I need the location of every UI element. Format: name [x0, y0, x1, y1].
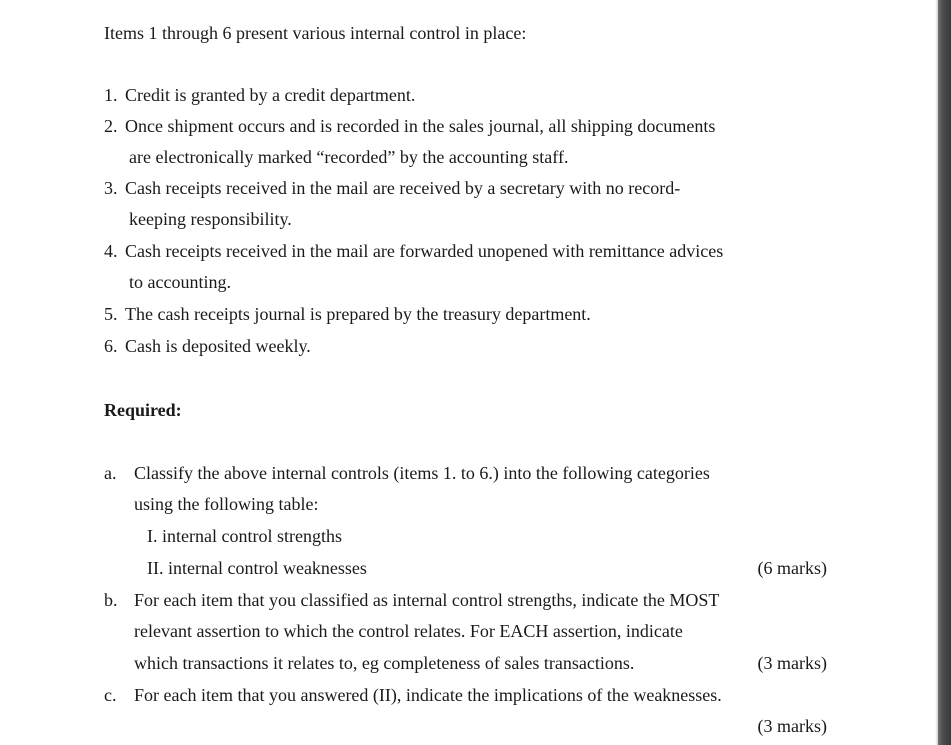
item-text: Once shipment occurs and is recorded in the sales journal, all shipping documents: [125, 116, 716, 136]
page-edge: [938, 0, 951, 745]
part-b-text-continued: which transactions it relates to, eg completeness of sales transactions.: [134, 653, 635, 673]
part-a-marks: (6 marks): [757, 558, 827, 578]
part-b-label: b.: [104, 590, 118, 610]
category-weaknesses: II. internal control weaknesses: [147, 558, 367, 578]
item-text: Cash receipts received in the mail are received by a secretary with no record-: [125, 178, 681, 198]
part-c-label: c.: [104, 685, 117, 705]
part-a-text-continued: using the following table:: [134, 494, 319, 514]
item-text: The cash receipts journal is prepared by the treasury department.: [125, 304, 591, 324]
part-c-text: For each item that you answered (II), indicate the implications of the weaknesses.: [134, 685, 722, 705]
part-a-label: a.: [104, 463, 117, 483]
item-text: Credit is granted by a credit department.: [125, 85, 416, 105]
item-number: 4.: [104, 241, 118, 261]
part-b-text-continued: relevant assertion to which the control relates. For EACH assertion, indicate: [134, 621, 683, 641]
part-a-text: Classify the above internal controls (items 1. to 6.) into the following categories: [134, 463, 710, 483]
item-text-continued: keeping responsibility.: [129, 209, 292, 229]
part-b-marks: (3 marks): [757, 653, 827, 673]
item-text-continued: are electronically marked “recorded” by the accounting staff.: [129, 147, 569, 167]
item-number: 5.: [104, 304, 118, 324]
item-text: Cash is deposited weekly.: [125, 336, 311, 356]
required-heading: Required:: [104, 400, 182, 420]
item-number: 2.: [104, 116, 118, 136]
item-number: 1.: [104, 85, 118, 105]
item-number: 6.: [104, 336, 118, 356]
item-text: Cash receipts received in the mail are forwarded unopened with remittance advices: [125, 241, 724, 261]
category-strengths: I. internal control strengths: [147, 526, 342, 546]
intro-text: Items 1 through 6 present various internal control in place:: [104, 23, 527, 43]
part-b-text: For each item that you classified as internal control strengths, indicate the MOST: [134, 590, 720, 610]
item-text-continued: to accounting.: [129, 272, 231, 292]
part-c-marks: (3 marks): [757, 716, 827, 736]
item-number: 3.: [104, 178, 118, 198]
